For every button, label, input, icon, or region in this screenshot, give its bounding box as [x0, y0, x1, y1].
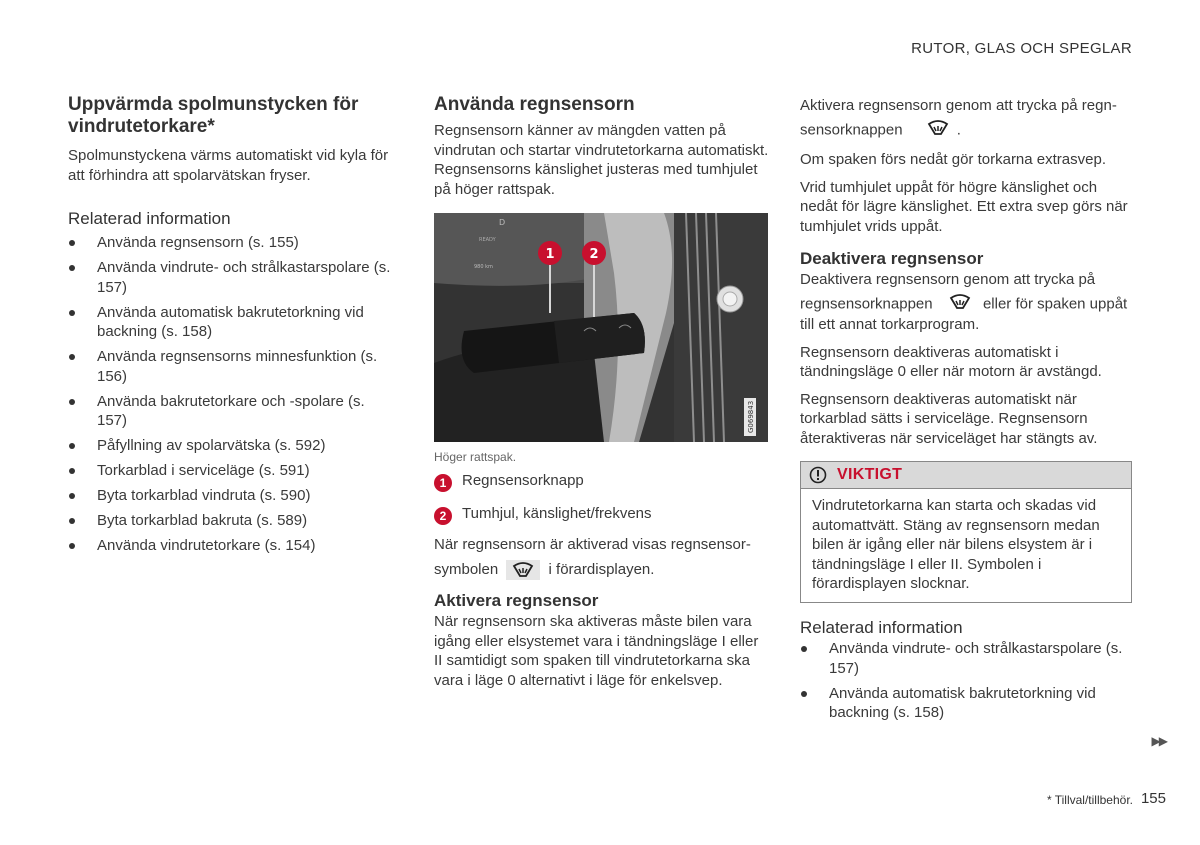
warning-header — [801, 462, 1131, 489]
activate-text: När regnsensorn ska aktiveras måste bilen vara igång eller elsystemet vara i tändningsläge I eller II samtidigt som spaken till vindrutetorkarna ska vara i läge 0 alternativt i läge för enkelsvep. — [434, 613, 759, 689]
steering-stalk-photo — [434, 213, 768, 442]
thumbwheel-text: Vrid tumhjulet uppåt för högre känslighet och nedåt för lägre känslighet. Ett extra svep görs när tumhjulet vrids uppåt. — [800, 178, 1128, 235]
deactivate-heading: Deaktivera regnsensor — [800, 249, 984, 268]
bullet — [801, 646, 807, 652]
service-mode-text: Regnsensorn deaktiveras automatiskt när torkarblad sätts i serviceläge. Regnsensorn återaktiveras när serviceläget har stängts av. — [800, 390, 1098, 447]
related-link[interactable]: Använda vindrute- och strålkastarspolare (s. 157) — [68, 258, 398, 297]
bullet — [69, 240, 75, 246]
rain-sensor-intro: Regnsensorn känner av mängden vatten på vindrutan och startar vindrutetorkarna automatiskt. Regnsensorns känslighet justeras med tumhjulet på höger rattspak. — [434, 122, 769, 198]
next-page-arrows-icon: ▶▶ — [1151, 734, 1166, 748]
related-link[interactable]: Påfyllning av spolarvätska (s. 592) — [68, 436, 398, 456]
bullet — [69, 543, 75, 549]
related-link[interactable]: Använda vindrutetorkare (s. 154) — [68, 536, 398, 556]
related-link[interactable]: Byta torkarblad bakruta (s. 589) — [68, 511, 398, 531]
legend-number: 1 — [434, 474, 452, 492]
activate-instr-line1: Aktivera regnsensorn genom att trycka på regn- — [800, 97, 1117, 114]
activate-section — [434, 591, 769, 690]
related-list — [800, 639, 1135, 723]
rain-sensor-symbol-icon — [506, 560, 540, 580]
related-link[interactable]: Använda vindrute- och strålkastarspolare (s. 157) — [800, 639, 1135, 678]
related-link[interactable]: Byta torkarblad vindruta (s. 590) — [68, 486, 398, 506]
related-link[interactable]: Använda regnsensorns minnesfunktion (s. 156) — [68, 347, 398, 386]
related-heading: Relaterad information — [68, 209, 231, 228]
related-link[interactable]: Använda automatisk bakrutetorkning vid backning (s. 158) — [68, 303, 398, 342]
deactivate-line1: Deaktivera regnsensorn genom att trycka på — [800, 271, 1096, 288]
warning-label: VIKTIGT — [837, 466, 903, 483]
section-title-rain-sensor: Använda regnsensorn — [434, 94, 635, 115]
bullet — [69, 518, 75, 524]
marker-1: 1 — [545, 247, 555, 262]
chapter-title: RUTOR, GLAS OCH SPEGLAR — [911, 40, 1132, 57]
footnote: * Tillval/tillbehör. — [1046, 793, 1133, 807]
rain-sensor-button-icon — [927, 120, 949, 142]
deactivate-line2: regnsensorknappen — [800, 295, 933, 313]
bullet — [69, 443, 75, 449]
svg-text:980 km: 980 km — [474, 264, 493, 270]
related-heading: Relaterad information — [800, 618, 963, 637]
image-code: G069843 — [747, 400, 755, 433]
warning-text: Vindrutetorkarna kan starta och skadas vid automattvätt. Stäng av regnsensorn medan bilen är igång eller när bilens elsystem är i tändningsläge I eller II. Symbolen i förardisplayen slocknar. — [812, 497, 1100, 592]
related-link[interactable]: Använda bakrutetorkare och -spolare (s. 157) — [68, 392, 398, 431]
bullet — [69, 310, 75, 316]
legend-text: Tumhjul, känslighet/frekvens — [462, 505, 652, 522]
extra-sweep-text: Om spaken förs nedåt gör torkarna extrasvep. — [800, 151, 1106, 168]
activate-instr-line2: sensorknappen — [800, 121, 903, 139]
marker-2: 2 — [589, 247, 599, 262]
warning-box — [800, 461, 1132, 603]
bullet — [801, 691, 807, 697]
heated-nozzles-text: Spolmunstyckena värms automatiskt vid kyla för att förhindra att spolarvätskan fryser. — [68, 147, 389, 184]
related-link[interactable]: Torkarblad i serviceläge (s. 591) — [68, 461, 398, 481]
page-number: 155 — [1140, 790, 1166, 807]
related-section-right — [800, 618, 1135, 728]
column-left — [68, 94, 398, 561]
bullet — [69, 493, 75, 499]
auto-deactivate-text: Regnsensorn deaktiveras automatiskt i tändningsläge 0 eller när motorn är avstängd. — [800, 343, 1102, 380]
bullet — [69, 468, 75, 474]
related-link[interactable]: Använda regnsensorn (s. 155) — [68, 233, 398, 253]
section-title-heated-nozzles: Uppvärmda spolmunstycken för vindrutetorkare* — [68, 94, 359, 137]
active-indicator-text: När regnsensorn är aktiverad visas regnsensor- symbolen i förardisplayen. — [434, 535, 774, 580]
column-right: Aktivera regnsensorn genom att trycka på regn- sensorknappen . Om spaken förs nedåt gör torkarna extrasvep. Vrid tumhjulet uppåt för högre känslighet och nedåt för lägre känslighet. Ett extra svep görs när tumhjulet vrids uppåt. Deaktivera regnsensor Deaktivera regnsensorn genom att trycka på regnsensorknappen eller för spaken uppåt till ett annat torkarprogram. Regnsensorn deaktiveras automatiskt i tändningsläge 0 eller när motorn är avstängd. Regnsensorn deaktiveras automatiskt när torkarblad sätts i serviceläge. Regnsensorn återaktiveras när serviceläget har stängts av. — [800, 96, 1135, 448]
rain-sensor-button-icon — [949, 294, 971, 316]
related-link[interactable]: Använda automatisk bakrutetorkning vid backning (s. 158) — [800, 684, 1135, 723]
legend-text: Regnsensorknapp — [462, 472, 584, 489]
bullet — [69, 399, 75, 405]
warning-exclamation-icon — [809, 466, 827, 484]
legend-number: 2 — [434, 507, 452, 525]
column-middle — [434, 94, 774, 199]
bullet — [69, 265, 75, 271]
svg-text:READY: READY — [479, 237, 496, 243]
bullet — [69, 354, 75, 360]
related-list — [68, 233, 398, 556]
photo-caption: Höger rattspak. — [434, 450, 517, 464]
activate-heading: Aktivera regnsensor — [434, 591, 599, 610]
legend-item — [434, 505, 652, 525]
deactivate-line3: till ett annat torkarprogram. — [800, 316, 980, 333]
svg-text:D: D — [499, 218, 506, 227]
legend-item — [434, 472, 584, 492]
